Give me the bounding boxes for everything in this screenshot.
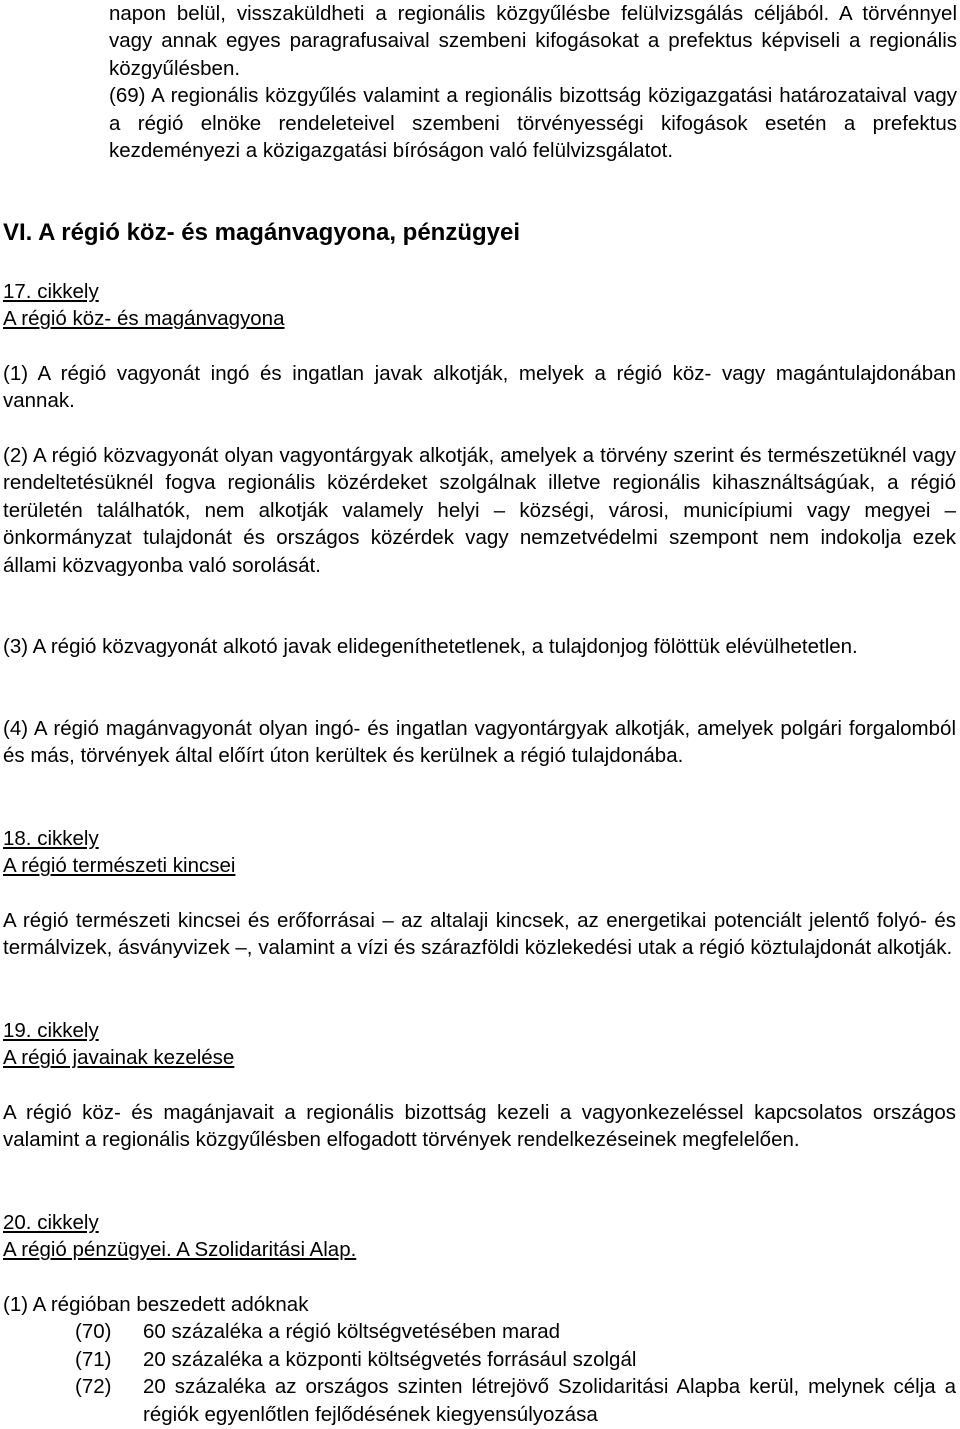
paragraph: (69) A regionális közgyűlés valamint a regionális bizottság közigazgatási határozataival vagy a régió elnöke rendeleteivel szembeni törvényességi kifogások esetén a prefektus kezdeményezi a közigazgatási bíróságon való felülvizsgálatot. [109, 84, 957, 163]
list-text: 20 százaléka az országos szinten létrejövő Szolidaritási Alapba kerül, melynek célja a régiók egyenlőtlen fejlődésének kiegyensúlyozása [143, 1375, 956, 1426]
section-heading-block [0, 218, 960, 248]
list-text: 60 százaléka a régió költségvetésében marad [143, 1320, 561, 1344]
paragraph: A régió köz- és magánjavait a regionális bizottság kezeli a vagyonkezeléssel kapcsolatos országos valamint a regionális közgyűlésben elfogadott törvények rendelkezéseinek megfelelően. [3, 1101, 956, 1152]
article-header [0, 1017, 960, 1072]
article-header [0, 278, 960, 333]
article-title: A régió pénzügyei. A Szolidaritási Alap. [3, 1238, 357, 1262]
paragraph: A régió természeti kincsei és erőforrásai – az altalaji kincsek, az energetikai potenciált jelentő folyó- és termálvizek, ásványvizek –, valamint a vízi és szárazföldi közlekedési utak a régió köztulajdonát alkotják. [3, 909, 956, 960]
continued-text-block [0, 0, 960, 164]
list-text: 20 százaléka a központi költségvetés forrásául szolgál [143, 1347, 637, 1371]
article-header [0, 825, 960, 880]
article-header [0, 1209, 960, 1264]
list-number: (72) [75, 1375, 112, 1399]
paragraph: (1) A régióban beszedett adóknak [3, 1293, 309, 1316]
paragraph: (3) A régió közvagyonát alkotó javak elidegeníthetetlenek, a tulajdonjog fölöttük elévülhetetlen. [3, 635, 858, 658]
list-item [0, 1318, 960, 1345]
paragraph: napon belül, visszaküldheti a regionális közgyűlésbe felülvizsgálás céljából. A törvénnyel vagy annak egyes paragrafusaival szembeni kifogásokat a prefektus képviseli a regionális közgyűlésben. [109, 2, 957, 80]
paragraph: (1) A régió vagyonát ingó és ingatlan javak alkotják, melyek a régió köz- vagy magántulajdonában vannak. [3, 362, 956, 413]
article-number: 18. cikkely [3, 827, 99, 850]
list-item [0, 1346, 960, 1373]
article-title: A régió javainak kezelése [3, 1046, 235, 1070]
paragraph: (4) A régió magánvagyonát olyan ingó- és ingatlan vagyontárgyak alkotják, amelyek polgári forgalomból és más, törvények által előírt úton kerültek és kerülnek a régió tulajdonába. [3, 717, 956, 768]
list-number: (71) [75, 1347, 112, 1371]
article-number: 20. cikkely [3, 1211, 99, 1234]
paragraph: (2) A régió közvagyonát olyan vagyontárgyak alkotják, amelyek a törvény szerint és természetüknél vagy rendeltetésüknél fogva regionális közérdeket szolgálnak illetve regionális kihasználtságúak, a régió területén találhatók, nem alkotják valamely helyi – községi, városi, municípiumi vagy megyei – önkormányzat tulajdonát és országos közérdek vagy nemzetvédelmi szempont nem indokolja ezek állami közvagyonba való sorolását. [3, 444, 956, 577]
article-title: A régió köz- és magánvagyona [3, 307, 285, 331]
numbered-list-block [0, 1291, 960, 1428]
section-heading: VI. A régió köz- és magánvagyona, pénzügyei [3, 219, 521, 246]
article-title: A régió természeti kincsei [3, 854, 236, 878]
article-number: 17. cikkely [3, 280, 99, 303]
article-number: 19. cikkely [3, 1019, 99, 1042]
list-item [0, 1373, 960, 1428]
list-number: (70) [75, 1320, 112, 1344]
